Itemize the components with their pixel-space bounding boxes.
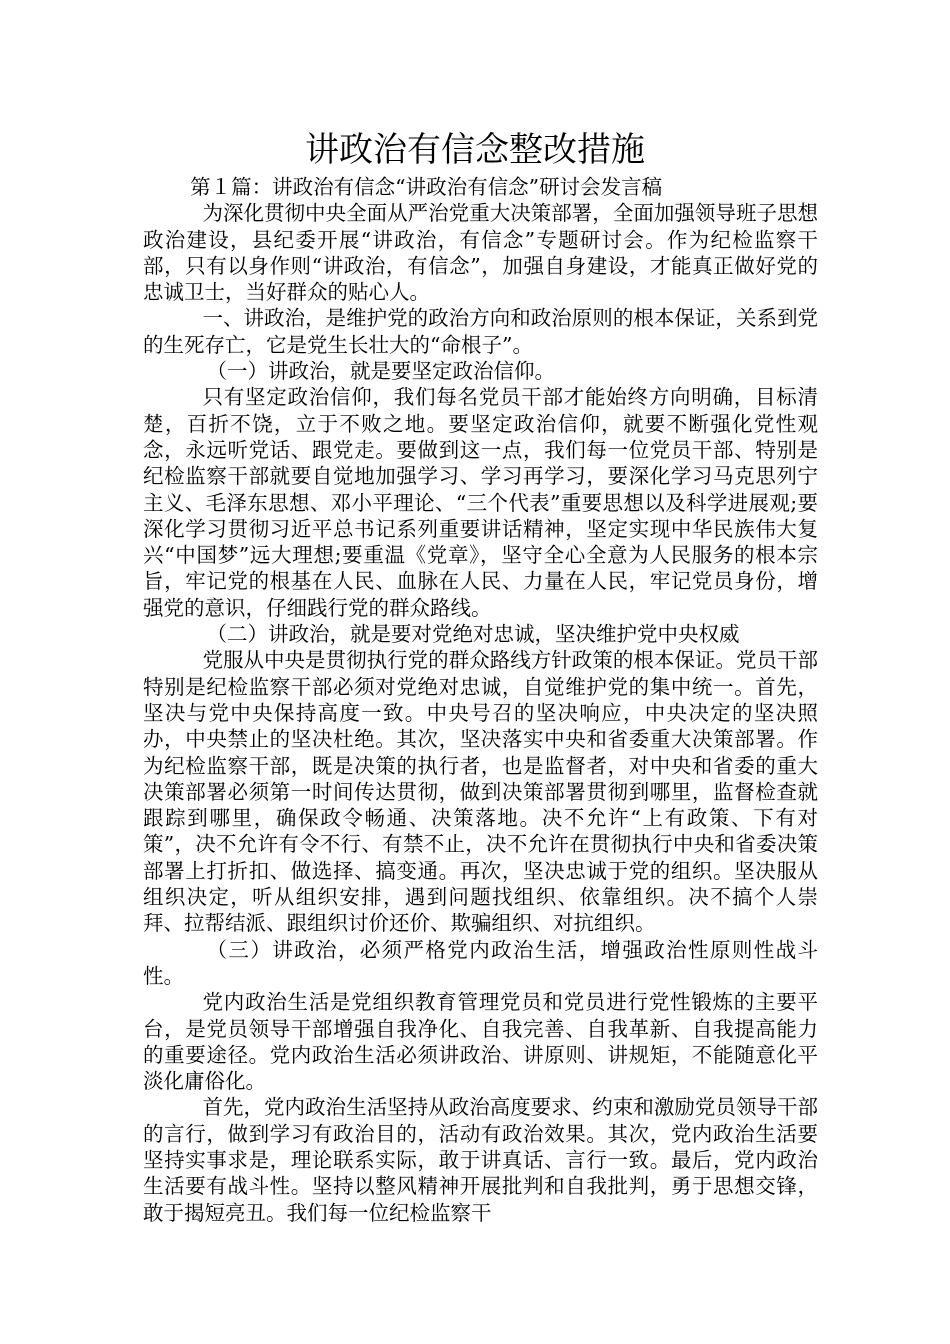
paragraph: 党服从中央是贯彻执行党的群众路线方针政策的根本保证。党员干部特别是纪检监察干部必须对党绝对忠诚，自觉维护党的集中统一。首先，坚决与党中央保持高度一致。中央号召的坚决响应，中央决定的坚决照办，中央禁止的坚决杜绝。其次，坚决落实中央和省委重大决策部署。作为纪检监察干部，既是决策的执行者，也是监督者，对中央和省委的重大决策部署必须第一时间传达贯彻，做到决策部署贯彻到哪里，监督检查就跟踪到哪里，确保政令畅通、决策落地。决不允许“上有政策、下有对策”，决不允许有令不行、有禁不止，决不允许在贯彻执行中央和省委决策部署上打折扣、做选择、搞变通。再次，坚决忠诚于党的组织。坚决服从组织决定，听从组织安排，遇到问题找组织、依靠组织。决不搞个人崇拜、拉帮结派、跟组织讨价还价、欺骗组织、对抗组织。: [143, 648, 818, 936]
section-heading: （二）讲政治，就是要对党绝对忠诚，坚决维护党中央权威: [206, 622, 740, 647]
paragraph: 一、讲政治，是维护党的政治方向和政治原则的根本保证，关系到党的生死存亡，它是党生长壮大的“命根子”。: [143, 306, 818, 357]
section-heading: （三）讲政治，必须严格党内政治生活，增强政治性原则性战斗性。: [143, 937, 818, 988]
paragraph-heading: 第１篇：讲政治有信念“讲政治有信念”研讨会发言稿: [190, 175, 663, 199]
document-body: [143, 174, 818, 1226]
paragraph: 首先，党内政治生活坚持从政治高度要求、约束和激励党员领导干部的言行，做到学习有政治目的，活动有政治效果。其次，党内政治生活要坚持实事求是，理论联系实际，敢于讲真话、言行一致。最后，党内政治生活要有战斗性。坚持以整风精神开展批判和自我批判，勇于思想交锋，敢于揭短亮丑。我们每一位纪检监察干: [143, 1095, 818, 1225]
document-title: 讲政治有信念整改措施: [305, 130, 645, 170]
section-heading: （一）讲政治，就是要坚定政治信仰。: [206, 359, 556, 384]
paragraph: 为深化贯彻中央全面从严治党重大决策部署，全面加强领导班子思想政治建设，县纪委开展“讲政治，有信念”专题研讨会。作为纪检监察干部，只有以身作则“讲政治，有信念”，加强自身建设，才能真正做好党的忠诚卫士，当好群众的贴心人。: [143, 201, 818, 305]
paragraph: 只有坚定政治信仰，我们每名党员干部才能始终方向明确，目标清楚，百折不饶，立于不败之地。要坚定政治信仰，就要不断强化党性观念，永远听党话、跟党走。要做到这一点，我们每一位党员干部、特别是纪检监察干部就要自觉地加强学习、学习再学习，要深化学习马克思列宁主义、毛泽东思想、邓小平理论、“三个代表”重要思想以及科学进展观;要深化学习贯彻习近平总书记系列重要讲话精神，坚定实现中华民族伟大复兴“中国梦”远大理想;要重温《党章》，坚守全心全意为人民服务的根本宗旨，牢记党的根基在人民、血脉在人民、力量在人民，牢记党员身份，增强党的意识，仔细践行党的群众路线。: [143, 385, 818, 620]
paragraph: 党内政治生活是党组织教育管理党员和党员进行党性锻炼的主要平台，是党员领导干部增强自我净化、自我完善、自我革新、自我提高能力的重要途径。党内政治生活必须讲政治、讲原则、讲规矩，不能随意化平淡化庸俗化。: [143, 990, 818, 1094]
